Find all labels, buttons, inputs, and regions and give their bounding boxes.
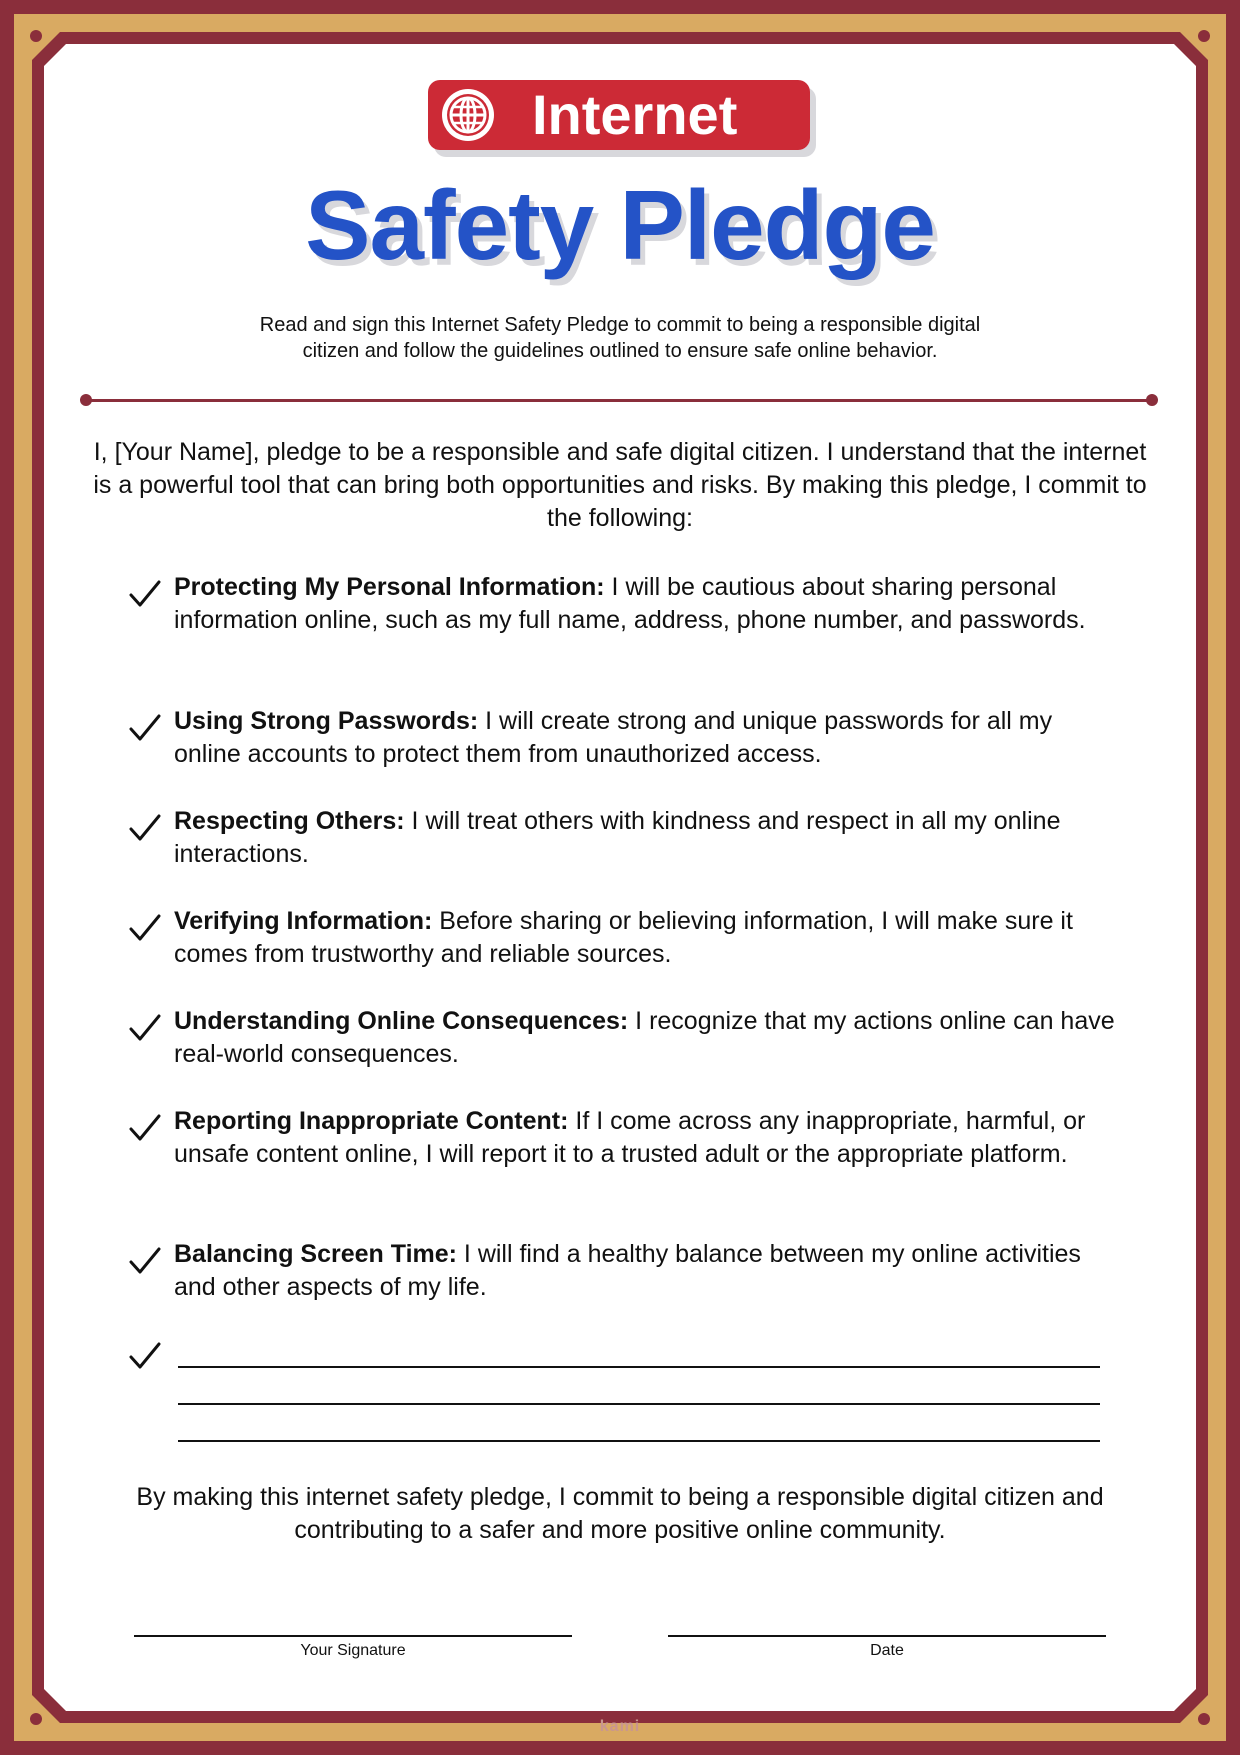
checkmark-icon	[128, 1013, 162, 1043]
pledge-item-text	[174, 1238, 1124, 1304]
checkmark-icon	[128, 913, 162, 943]
pledge-intro: I, [Your Name], pledge to be a responsible and safe digital citizen. I understand that the internet is a powerful tool that can bring both opportunities and risks. By making this pledge, I commit to the following:	[93, 438, 1147, 532]
pledge-item-text	[174, 905, 1124, 971]
pledge-item-heading: Respecting Others:	[174, 807, 405, 835]
pledge-item-body: I will be cautious about sharing personal information online, such as my full name, address, phone number, and passwords.	[174, 573, 1086, 634]
pledge-item-body: I recognize that my actions online can have real-world consequences.	[174, 1007, 1115, 1068]
globe-icon	[440, 87, 496, 143]
custom-pledge-line[interactable]	[178, 1440, 1100, 1442]
closing-statement: By making this internet safety pledge, I commit to being a responsible digital citizen and contributing to a safer and more positive online community.	[136, 1483, 1104, 1544]
divider	[86, 399, 1152, 402]
internet-badge	[428, 80, 810, 150]
checkmark-icon	[128, 1113, 162, 1143]
pledge-item-text	[174, 705, 1124, 771]
signature-line[interactable]	[134, 1635, 572, 1637]
checkmark-icon	[128, 713, 162, 743]
paper-sheet	[44, 44, 1196, 1711]
pledge-item-heading: Verifying Information:	[174, 907, 433, 935]
pledge-item-text	[174, 805, 1124, 871]
pledge-item-heading: Balancing Screen Time:	[174, 1240, 457, 1268]
page-title: Safety Pledge	[305, 170, 935, 280]
checkmark-icon	[128, 813, 162, 843]
pledge-item-body: I will treat others with kindness and respect in all my online interactions.	[174, 807, 1061, 868]
pledge-item-body: If I come across any inappropriate, harmful, or unsafe content online, I will report it to a trusted adult or the appropriate platform.	[174, 1107, 1086, 1168]
intro-line: citizen and follow the guidelines outlined to ensure safe online behavior.	[302, 340, 938, 362]
pledge-item-heading: Using Strong Passwords:	[174, 707, 479, 735]
pledge-item-body: I will find a healthy balance between my online activities and other aspects of my life.	[174, 1240, 1081, 1301]
corner-ornament	[30, 30, 42, 42]
pledge-item-text	[174, 1105, 1124, 1171]
custom-pledge-line[interactable]	[178, 1366, 1100, 1368]
intro-line: Read and sign this Internet Safety Pledge to commit to being a responsible digital	[259, 314, 981, 336]
signature-label: Your Signature	[300, 1642, 406, 1659]
custom-pledge-line[interactable]	[178, 1403, 1100, 1405]
checkmark-icon	[128, 1341, 162, 1371]
intro-text	[160, 312, 1080, 364]
pledge-item-body: Before sharing or believing information, I will make sure it comes from trustworthy and reliable sources.	[174, 907, 1073, 968]
date-label: Date	[870, 1642, 904, 1659]
pledge-item-text	[174, 571, 1124, 637]
date-line[interactable]	[668, 1635, 1106, 1637]
checkmark-icon	[128, 1246, 162, 1276]
pledge-item-heading: Reporting Inappropriate Content:	[174, 1107, 569, 1135]
checkmark-icon	[128, 579, 162, 609]
pledge-item-heading: Understanding Online Consequences:	[174, 1007, 629, 1035]
pledge-item-text	[174, 1005, 1124, 1071]
divider-dot	[1146, 394, 1158, 406]
brand-watermark: kami	[599, 1718, 641, 1735]
badge-label: Internet	[532, 83, 738, 146]
divider-dot	[80, 394, 92, 406]
corner-ornament	[1198, 30, 1210, 42]
pledge-item-heading: Protecting My Personal Information:	[174, 573, 605, 601]
pledge-item-body: I will create strong and unique passwords for all my online accounts to protect them from unauthorized access.	[174, 707, 1053, 768]
